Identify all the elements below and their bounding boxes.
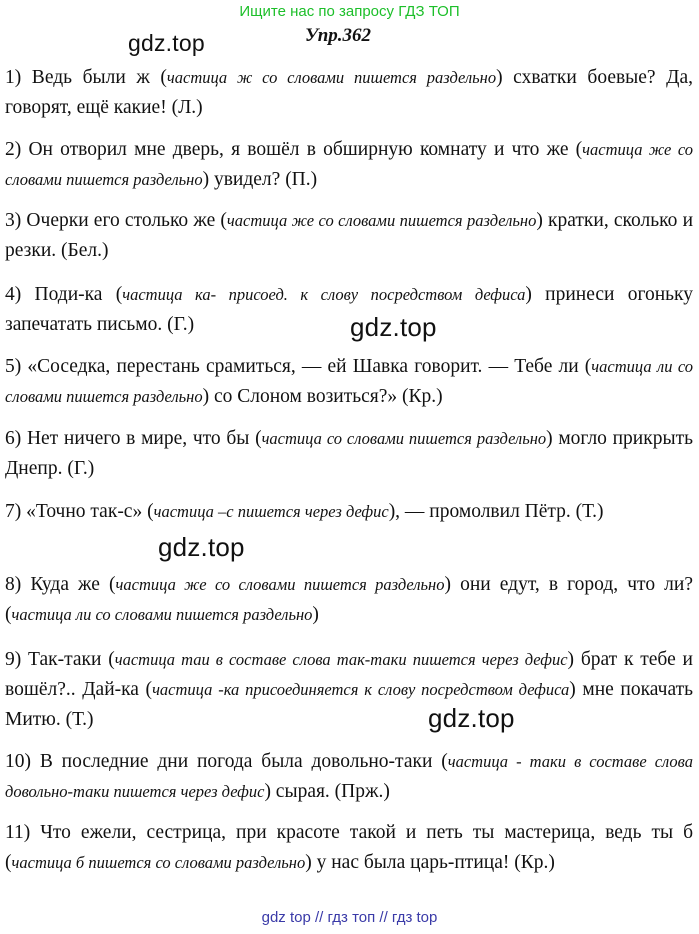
sentence-text: ) мне покачать Митю. (Т.) [5,679,694,730]
grammar-note: частица -ка присоединяется к слову посредством дефиса [152,680,570,699]
watermark: gdz.top [128,30,205,56]
sentence-3 [5,206,693,266]
grammar-note: частица –с пишется через дефис [153,502,389,521]
grammar-note: частица б пишется со словами раздельно [11,853,306,872]
sentence-text: ) кратки, сколько и резки. (Бел.) [5,210,694,261]
sentence-text: 7) «Точно так-с» ( [5,501,154,522]
sentence-text: 5) «Соседка, перестань срамиться, — ей Шавка говорит. — Тебе ли ( [5,356,592,377]
sentence-8 [5,570,693,630]
sentence-text: ) они едут, в город, что ли? ( [5,574,693,625]
sentence-10 [5,747,693,807]
sentence-text: ) принеси огоньку запечатать письмо. (Г.) [5,284,694,335]
grammar-note: частица со словами пишется раздельно [261,429,547,448]
sentence-text: ) увидел? (П.) [202,169,318,190]
sentence-text: 2) Он отворил мне дверь, я вошёл в обширную комнату и что же ( [5,139,583,160]
sentence-text: 3) Очерки его столько же ( [5,210,227,231]
watermark: gdz.top [428,703,515,733]
sentence-text: 4) Поди-ка ( [5,284,123,305]
grammar-note: частица же со словами пишется раздельно [226,211,537,230]
sentence-text: ) сырая. (Прж.) [264,781,390,802]
sentence-text: ) у нас была царь-птица! (Кр.) [305,852,555,873]
sentence-5 [5,352,693,412]
sentence-text: 11) Что ежели, сестрица, при красоте такой и петь ты мастерица, ведь ты б ( [5,822,693,873]
sentence-11 [5,818,693,878]
sentence-text: 6) Нет ничего в мире, что бы ( [5,428,262,449]
sentence-text: ) брат к тебе и вошёл?.. Дай-ка ( [5,649,693,700]
sentence-text: 10) В последние дни погода была довольно-таки ( [5,751,448,772]
sentence-1 [5,63,693,123]
sentence-text: ) со Слоном возиться?» (Кр.) [202,386,443,407]
grammar-note: частица же со словами пишется раздельно [5,140,693,189]
watermark: gdz.top [350,312,437,342]
sentence-9 [5,645,693,735]
sentence-6 [5,424,693,484]
sentence-2 [5,135,693,195]
grammar-note: частица ли со словами пишется раздельно [11,605,313,624]
sentence-text: ) схватки боевые? Да, говорят, ещё какие! (Л.) [5,67,693,118]
grammar-note: частица ж со словами пишется раздельно [166,68,497,87]
grammar-note: частица ли со словами пишется раздельно [5,357,693,406]
search-banner: Ищите нас по запросу ГДЗ ТОП [239,3,460,20]
grammar-note: частица ка- присоед. к слову посредством дефиса [122,285,526,304]
sentence-text: 1) Ведь были ж ( [5,67,167,88]
exercise-title: Упр.362 [305,25,372,46]
grammar-note: частица - таки в составе слова довольно-таки пишется через дефис [5,752,693,801]
watermark: gdz.top [158,532,245,562]
sentence-4 [5,280,693,340]
sentence-text: 8) Куда же ( [5,574,116,595]
grammar-note: частица же со словами пишется раздельно [115,575,445,594]
sentence-7 [5,497,693,527]
footer-links: gdz top // гдз топ // гдз top [261,909,438,926]
sentence-text: 9) Так-таки ( [5,649,115,670]
sentence-text: ) [312,604,319,625]
sentence-text: ), — промолвил Пётр. (Т.) [388,501,604,522]
grammar-note: частица таи в составе слова так-таки пишется через дефис [114,650,568,669]
sentence-text: ) могло прикрыть Днепр. (Г.) [5,428,693,479]
